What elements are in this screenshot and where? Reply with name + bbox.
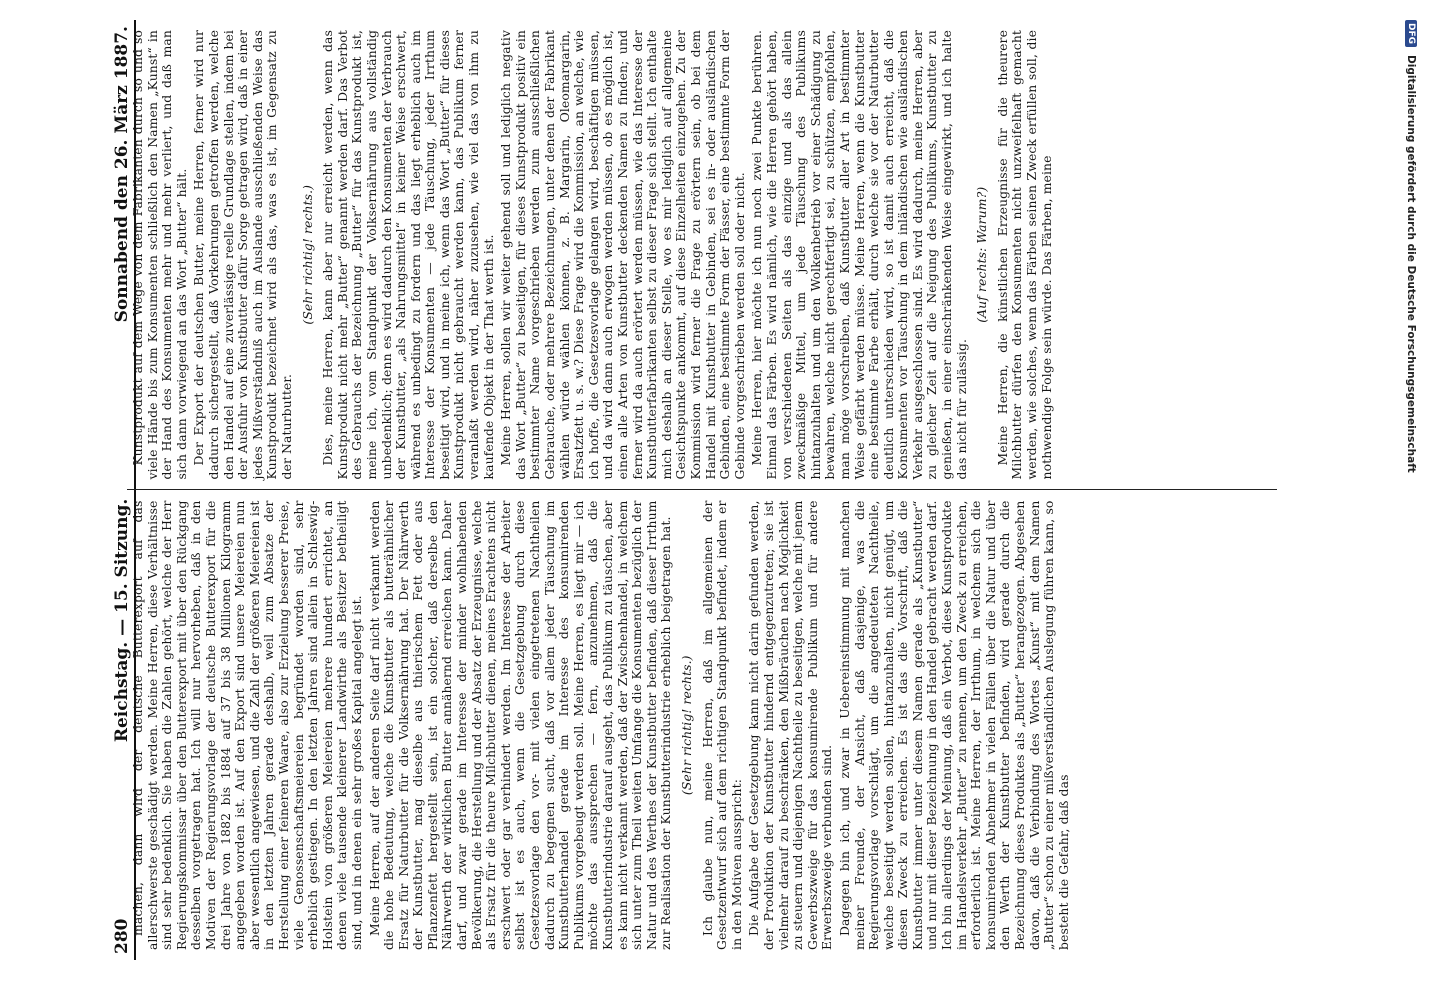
interjection: (Sehr richtig! rechts.) — [678, 655, 694, 796]
paragraph: Dagegen bin ich, und zwar in Uebereinstimmung mit manchen meiner Freunde, der Ansicht, daß dasjenige, was die Regierungsvorlage vorschlägt, um die angedeuteten Nachtheile, welche beseitigt werden sollen, hintanzuhalten, nicht genügt, um diesen Zweck zu erreichen. Es ist das die Vorschrift, daß die Kunstbutter immer unter diesem Namen gerade als „Kunstbutter“ und nur mit dieser Bezeichnung in den Handel gebracht werden darf. Ich bin allerdings der Meinung, daß ein Verbot, diese Kunstprodukte im Handelsverkehr „Butter“ zu nennen, um den Zweck zu erreichen, erforderlich ist. Meine Herren, der Irrthum, in welchem sich die konsumirenden Abnehmer in vielen Fällen über die Natur und über den Werth der Kunstbutter befinden, wird gerade durch die Bezeichnung dieses Produktes als „Butter“ herangezogen. Abgesehen davon, daß die Verbindung des Wortes „Kunst“ mit dem Namen „Butter“ schon zu einer mißverständlichen Auslegung führen kann, so besteht die Gefahr, daß das — [836, 500, 1071, 950]
digitization-credit — [1404, 20, 1418, 980]
paragraph: machen, dann wird der deutsche Butterexport auf das allerschwerste geschädigt werden. Meine Herren, diese Verhältnisse sind sehr bedenklich. Sie haben die Zahlen gehört, welche der Herr Regierungskommissar über den Butterexport mit über den Rückgang desselben vorgetragen hat. Ich will nur hervorheben, daß in den Motiven der Regierungsvorlage der deutsche Butterexport für die drei Jahre von 1882 bis 1884 auf 37 bis 38 Millionen Kilogramm angegeben worden ist. Auf den Export sind unsere Meiereien nun aber wesentlich angewiesen, und die Zahl der größeren Meiereien ist in den letzten Jahren gerade deshalb, weil zum Absatze der Herstellung einer feineren Waare, also zur Erzielung besserer Preise, viele Genossenschaftsmeiereien begründet worden sind, sehr erheblich gestiegen. In den letzten Jahren sind allein in Schleswig-Holstein von größeren Meiereien mehrere hundert errichtet, an denen viele tausende kleinerer Landwirthe als Besitzer betheiligt sind, und in denen ein sehr großes Kapital angelegt ist. — [130, 500, 364, 950]
column-divider — [127, 490, 1277, 491]
paragraph: Ich glaube nun, meine Herren, daß im allgemeinen der Gesetzentwurf sich auf dem richtigen Standpunkt befindet, indem er in den Motiven ausspricht: — [699, 500, 744, 950]
credit-text: Digitalisierung gefördert durch die Deutsche Forschungsgemeinschaft — [1405, 55, 1417, 473]
paragraph: Meine Herren, auf der anderen Seite darf nicht verkannt werden die hohe Bedeutung, welche die Kunstbutter als butterähnlicher Ersatz für Naturbutter für die Volksernährung hat. Der Nährwerth der Kunstbutter, mag dieselbe aus thierischem Fett oder aus Pflanzenfett hergestellt sein, ist ein solcher, daß derselbe den Nährwerth der wirklichen Butter annähernd erreichen kann. Daher darf, und zwar gerade im Interesse der minder wohlhabenden Bevölkerung, die Herstellung und der Absatz der Erzeugnisse, welche als Ersatz für die theure Milchbutter dienen, meines Erachtens nicht erschwert oder gar verhindert werden. Im Interesse der Arbeiter selbst ist es auch, wenn die Gesetzgebung durch diese Gesetzesvorlage den vor- mit vielen eingetretenen Nachtheilen dadurch zu begegnen sucht, daß vor allem jeder Täuschung im Kunstbutterhandel gerade im Interesse des konsumirenden Publikums vorgebeugt werden soll. Meine Herren, es liegt mir — ich möchte das aussprechen — fern, anzunehmen, daß die Kunstbutterindustrie darauf ausgeht, das Publikum zu täuschen, aber es kann nicht verkannt werden, daß der Zwischenhandel, in welchem sich unter zum Theil weiten Umfange die Konsumenten bezüglich der Natur und des Werthes der Kunstbutter befinden, daß dieser Irrthum zur Realisation der Kunstbutterindustrie erheblich beigetragen hat. — [366, 500, 674, 950]
paragraph: Der Export der deutschen Butter, meine Herren, ferner wird nur dadurch sichergestellt, daß Vorkehrungen getroffen werden, welche den Handel auf eine zuverlässige reelle Grundlage stellen, indem bei der Ausfuhr von Kunstbutter dafür Sorge getragen wird, daß in einer jedes Mißverständniß auch im Auslande ausschließenden Weise das Kunstprodukt bezeichnet wird als das, was es ist, im Gegensatz zu der Naturbutter. — [191, 30, 294, 480]
column-right — [127, 20, 1277, 490]
paragraph: Meine Herren, sollen wir weiter gehend soll und lediglich negativ das Wort „Butter“ zu beseitigen, für dieses Kunstprodukt positiv ein bestimmter Name vorgeschrieben werden zum ausschließlichen Gebrauche, oder mehrere Bezeichnungen, unter denen der Fabrikant wählen würde wählen können, z. B. Margarin, Oleomargarin, Ersatzfett u. s. w.? Diese Frage wird die Kommission, an welche, wie ich hoffe, die Gesetzesvorlage gelangen wird, beschäftigen müssen, und da wird dann auch erwogen werden müssen, ob es möglich ist, einen alle Arten von Kunstbutter deckenden Namen zu finden; und ferner wird da auch erörtert werden müssen, wie das Interesse der Kunstbutterfabrikanten selbst zu dieser Frage sich stellt. Ich enthalte mich deshalb an dieser Stelle, wo es mir lediglich auf allgemeine Gesichtspunkte ankommt, auf diese Einzelheiten einzugehen. Zu der Kommission wird ferner die Frage zu erörtern sein, ob bei dem Handel mit Kunstbutter in Gebinden, sei es in- oder ausländischen Gebinden, eine bestimmte Form der Fässer, eine bestimmte Form der Gebinde vorgeschrieben werden soll oder nicht. — [498, 30, 747, 480]
dfg-logo: DFG — [1405, 20, 1417, 47]
interjection: (Sehr richtig! rechts.) — [299, 184, 315, 325]
paragraph: Meine Herren, hier möchte ich nun noch zwei Punkte berühren. Einmal das Färben. Es wird nämlich, wie die Herren gehört haben, von verschiedenen Seiten als das einzige und als das allein zweckmäßige Mittel, um jede Täuschung des Publikums hintanzuhalten und um den Wolkenbetrieb vor einer Schädigung zu bewahren, welche nicht gerechtfertigt sei, zu schützen, empfohlen, man möge vorschreiben, daß Kunstbutter aller Art in bestimmter Weise gefärbt werden müsse. Meine Herren, wenn die Kunstbutter eine bestimmte Farbe erhält, durch welche sie vor der Naturbutter deutlich unterschieden wird, so ist damit auch erreicht, daß die Konsumenten vor Täuschung in dem inländischen wie ausländischen Verkehr ausgeschlossen sind. Es wird dadurch, meine Herren, aber zu gleicher Zeit auf die Neigung des Publikums, Kunstbutter zu genießen, in einer einschränkenden Weise eingewirkt, und ich halte das nicht für zulässig. — [749, 30, 969, 480]
column-left — [127, 491, 1277, 961]
interjection: (Auf rechts: Warum?) — [974, 186, 990, 323]
paragraph: Kunstprodukt auf dem Wege von dem Fabrikanten durch so und so viele Hände bis zum Konsumenten schließlich den Namen „Kunst“ in der Hand des Konsumenten mehr und mehr verliert, und daß man sich dann vorwiegend an das Wort „Butter“ hält. — [130, 30, 189, 480]
paragraph: Dies, meine Herren, kann aber nur erreicht werden, wenn das Kunstprodukt nicht mehr „Butter“ genannt werden darf. Das Verbot des Gebrauchs der Bezeichnung „Butter“ für das Kunstprodukt ist, meine ich, vom Standpunkt der Volksernährung aus vollständig unbedenklich; denn es wird dadurch den Konsumenten der Verbrauch der Kunstbutter, „als Nahrungsmittel“ in keiner Weise erschwert, während es unbedingt zu fordern und das liegt erheblich auch im Interesse der Konsumenten — jede Täuschung, jeder Irrthum beseitigt wird, und in meine ich, wenn das Wort „Butter“ für dieses Kunstprodukt nicht gebraucht werden kann, das Publikum ferner veranlaßt werden wird, näher zuzusehen, wie viel das von ihm zu kaufende Objekt in der That werth ist. — [320, 30, 496, 480]
paragraph: Meine Herren, die künstlichen Erzeugnisse für die theurere Milchbutter dürfen den Konsumenten nicht unzweifelhaft gemacht werden, wie solches, wenn das Färben seinen Zweck erfüllen soll, die nothwendige Folge sein würde. Das Färben, meine — [994, 30, 1054, 480]
paragraph: Die Aufgabe der Gesetzgebung kann nicht darin gefunden werden, der Produktion der Kunstbutter hindernd entgegenzutreten; sie ist vielmehr darauf zu beschränken, den Mißbräuchen nach Möglichkeit zu steuern und diejenigen Nachtheile zu beseitigen, welche mit jenem Gewerbszweige für das konsumirende Publikum und für andere Erwerbszweige verbunden sind. — [746, 500, 835, 950]
session-title: Reichstag. — 15. Sitzung. — [112, 498, 132, 743]
text-columns — [127, 20, 1277, 960]
session-date: Sonnabend den 26. März 1887. — [112, 26, 132, 323]
page-number: 280 — [112, 918, 132, 954]
